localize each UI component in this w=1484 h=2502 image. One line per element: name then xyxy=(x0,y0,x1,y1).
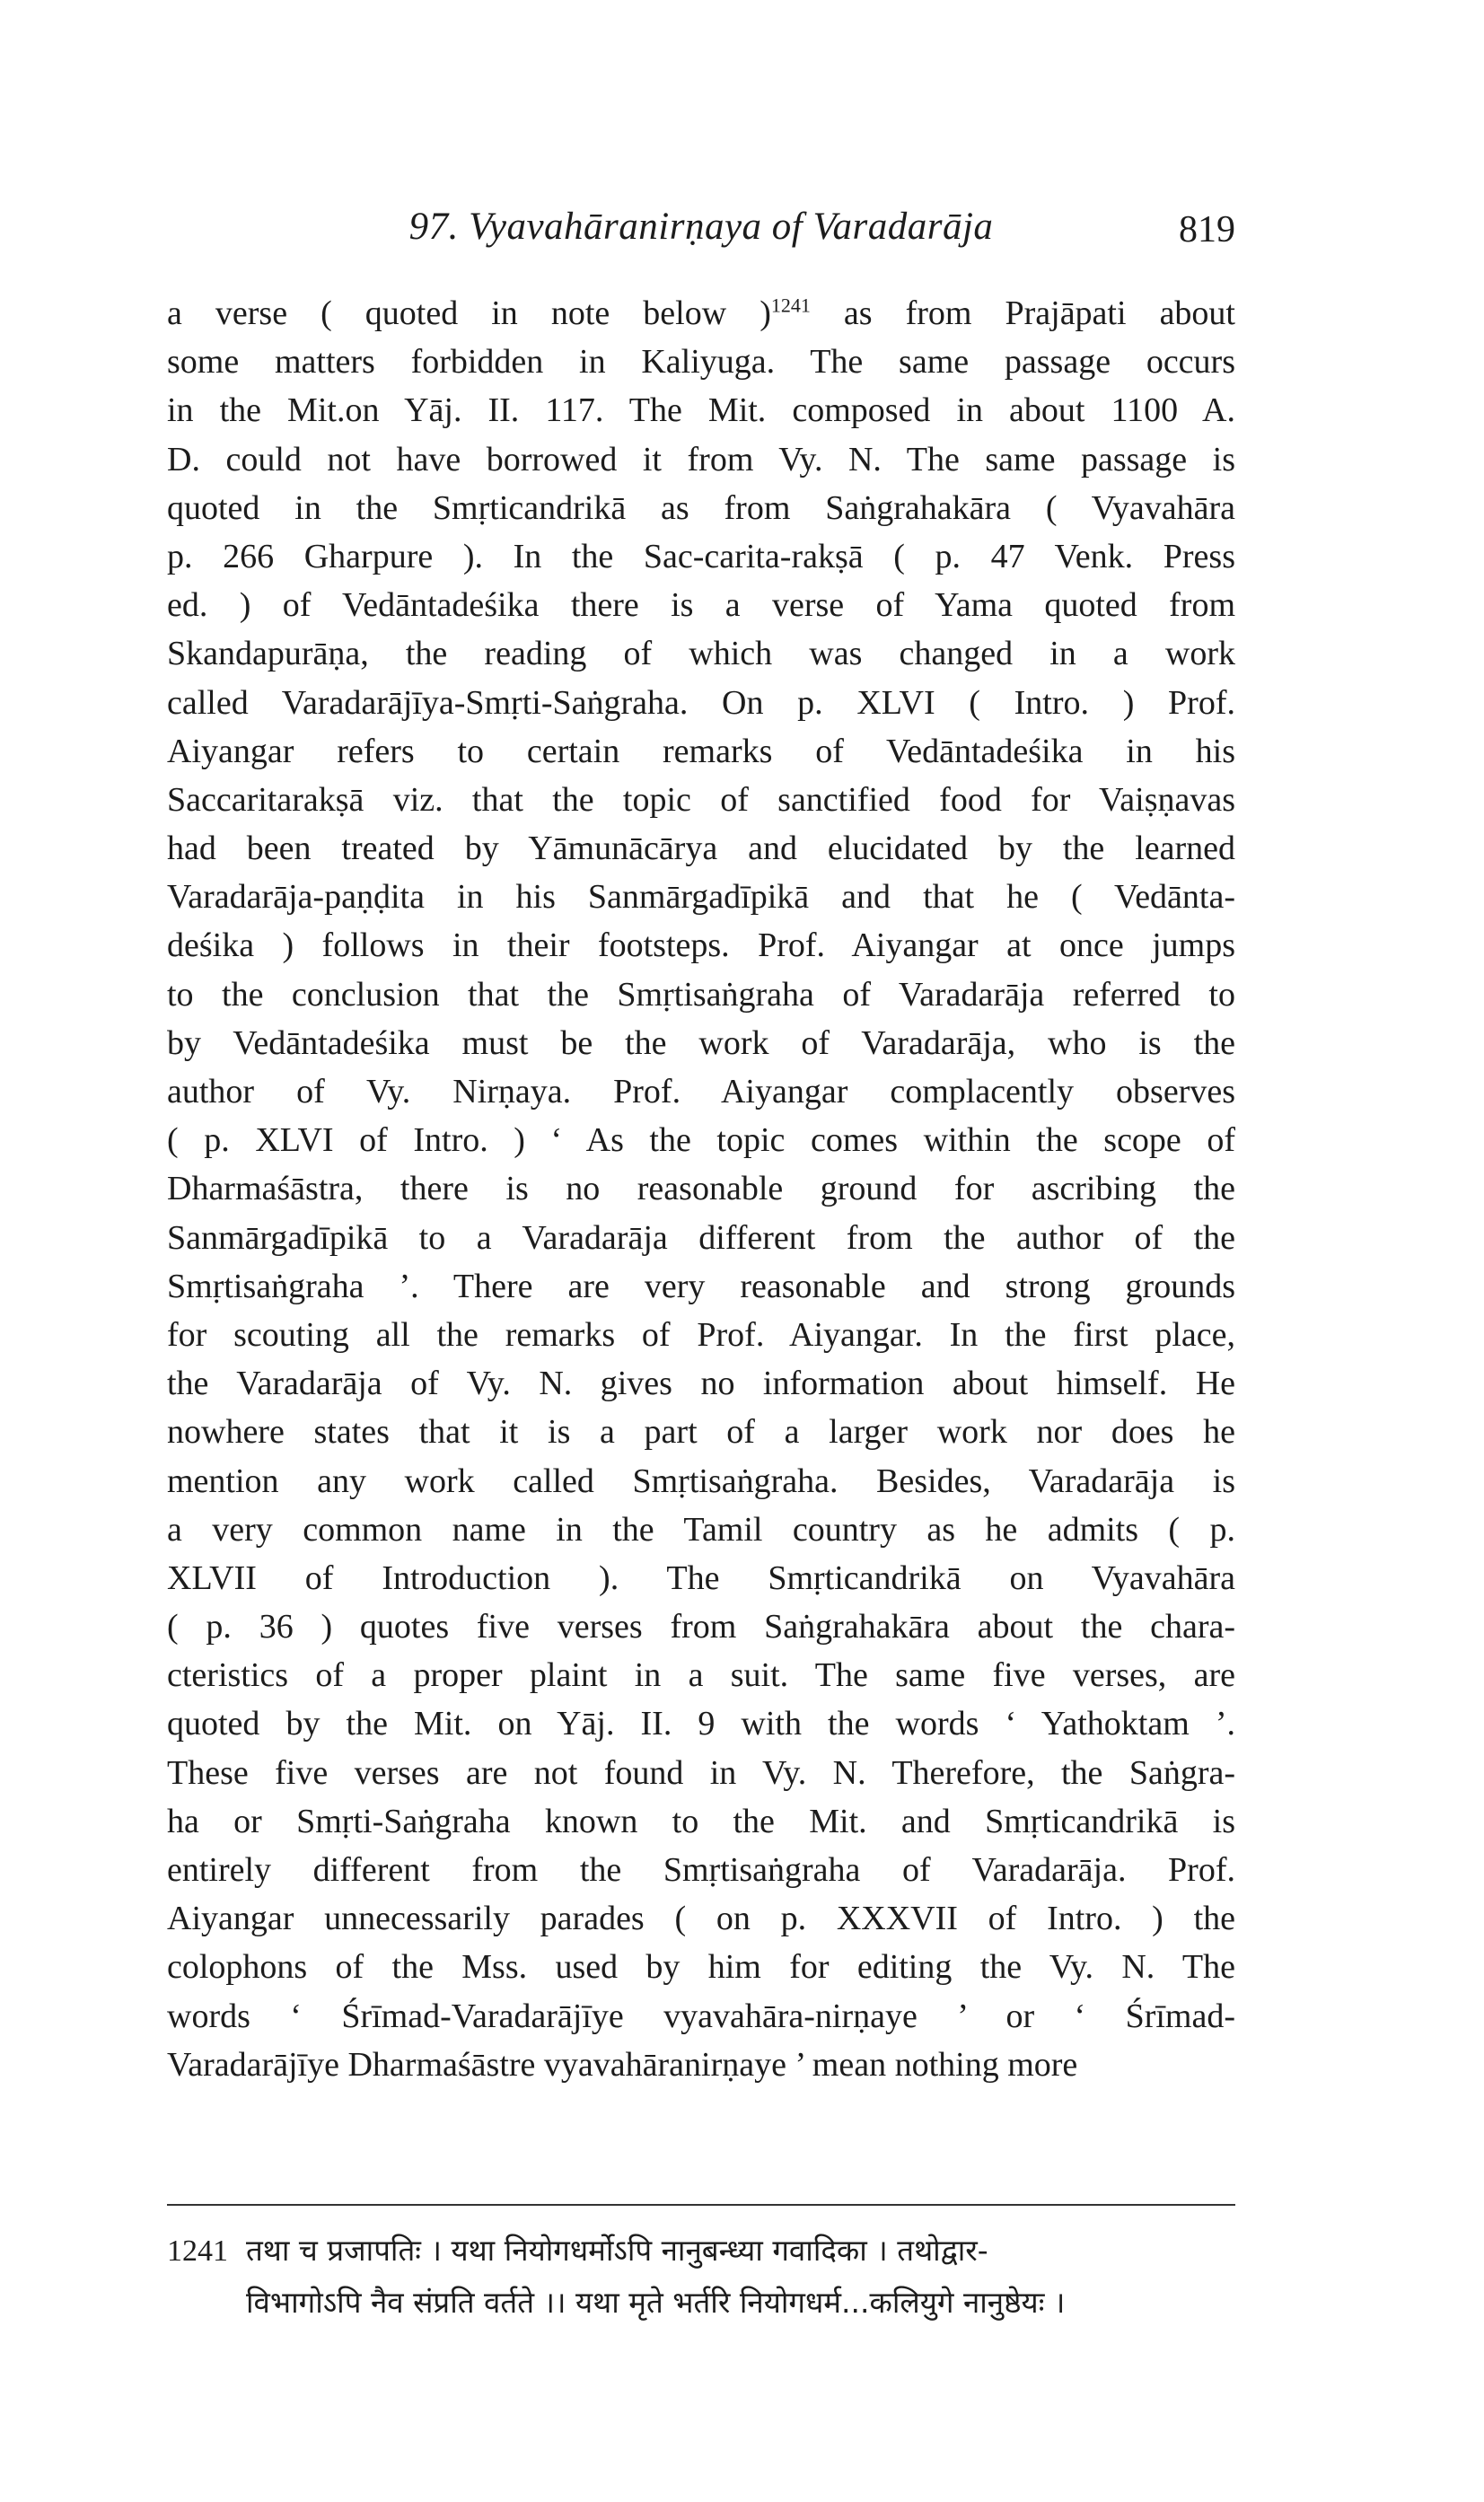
text-line: quoted in the Smṛticandrikā as from Saṅgrahakāra ( Vyavahāra xyxy=(167,488,1235,527)
text-line: ( p. XLVI of Intro. ) ‘ As the topic comes within the scope of xyxy=(167,1121,1235,1160)
text-line: for scouting all the remarks of Prof. Aiyangar. In the first place, xyxy=(167,1315,1235,1354)
text-line: Skandapurāṇa, the reading of which was changed in a work xyxy=(167,635,1235,673)
footnote-divider xyxy=(167,2204,1235,2206)
text-line: ed. ) of Vedāntadeśika there is a verse of Yama quoted from xyxy=(167,586,1235,625)
roman-page-ref: XXXVII xyxy=(836,1900,958,1938)
text-line: by Vedāntadeśika must be the work of Varadarāja, who is the xyxy=(167,1023,1235,1062)
roman-page-ref: XLVI xyxy=(856,683,935,722)
text-line: some matters forbidden in Kaliyuga. The same passage occurs xyxy=(167,343,1235,382)
body-text xyxy=(167,289,1235,2089)
text-line: Saccaritarakṣā viz. that the topic of sanctified food for Vaiṣṇavas xyxy=(167,780,1235,819)
text-line: These five verses are not found in Vy. N. Therefore, the Saṅgra- xyxy=(167,1753,1235,1792)
text-line: cteristics of a proper plaint in a suit. The same five verses, are xyxy=(167,1656,1235,1695)
running-title: 97. Vyavahāranirṇaya of Varadarāja xyxy=(408,206,994,248)
text-line: in the Mit.on Yāj. II. 117. The Mit. composed in about 1100 A. xyxy=(167,391,1235,430)
text-line: mention any work called Smṛtisaṅgraha. Besides, Varadarāja is xyxy=(167,1462,1235,1500)
text-line: colophons of the Mss. used by him for editing the Vy. N. The xyxy=(167,1948,1235,1987)
page-header xyxy=(167,205,1235,268)
text-line: to the conclusion that the Smṛtisaṅgraha of Varadarāja referred to xyxy=(167,975,1235,1014)
text-line: a very common name in the Tamil country as he admits ( p. xyxy=(167,1510,1235,1549)
text-line: the Varadarāja of Vy. N. gives no information about himself. He xyxy=(167,1365,1235,1403)
text-line: words ‘ Śrīmad-Varadarājīye vyavahāra-nirṇaye ’ or ‘ Śrīmad- xyxy=(167,1997,1235,2035)
roman-page-ref: XLVI xyxy=(255,1121,334,1160)
text-line: XLVII of Introduction ). The Smṛticandrikā on Vyavahāra xyxy=(167,1558,1235,1597)
text-line: a verse ( quoted in note below )$^{1241}$ as from Prajāpati about xyxy=(167,294,1235,332)
footnote-ref: 1241 xyxy=(770,294,811,317)
text-line: Sanmārgadīpikā to a Varadarāja different from the author of the xyxy=(167,1218,1235,1257)
roman-page-ref: XLVII xyxy=(167,1558,257,1597)
footnote-line: 1241 तथा च प्रजापतिः । यथा नियोगधर्मोऽपि नानुबन्ध्या गवादिका । तथोद्वार- xyxy=(167,2225,1235,2277)
text-line: p. 266 Gharpure ). In the Sac-carita-rakṣā ( p. 47 Venk. Press xyxy=(167,537,1235,575)
text-line: ( p. 36 ) quotes five verses from Saṅgrahakāra about the chara- xyxy=(167,1608,1235,1646)
text-line: quoted by the Mit. on Yāj. II. 9 with the words ‘ Yathoktam ’. xyxy=(167,1705,1235,1743)
text-line: author of Vy. Nirṇaya. Prof. Aiyangar complacently observes xyxy=(167,1073,1235,1111)
text-line: Aiyangar refers to certain remarks of Vedāntadeśika in his xyxy=(167,732,1235,770)
text-line: entirely different from the Smṛtisaṅgraha of Varadarāja. Prof. xyxy=(167,1851,1235,1889)
footnote xyxy=(167,2225,1235,2329)
text-line: Smṛtisaṅgraha ’. There are very reasonable and strong grounds xyxy=(167,1267,1235,1305)
text-line: had been treated by Yāmunācārya and elucidated by the learned xyxy=(167,830,1235,868)
text-line: D. could not have borrowed it from Vy. N. The same passage is xyxy=(167,440,1235,478)
text-line: ha or Smṛti-Saṅgraha known to the Mit. and Smṛticandrikā is xyxy=(167,1802,1235,1840)
text-line: nowhere states that it is a part of a larger work nor does he xyxy=(167,1413,1235,1452)
footnote-line: विभागोऽपि नैव संप्रति वर्तते ।। यथा मृते भर्तरि नियोगधर्म...कलियुगे नानुष्ठेयः । xyxy=(246,2285,1066,2320)
text-line: deśika ) follows in their footsteps. Prof. Aiyangar at once jumps xyxy=(167,926,1235,965)
text-line: called Varadarājīya-Smṛti-Saṅgraha. On p. XLVI ( Intro. ) Prof. xyxy=(167,683,1235,722)
text-line: Aiyangar unnecessarily parades ( on p. XXXVII of Intro. ) the xyxy=(167,1900,1235,1938)
text-line: Varadarāja-paṇḍita in his Sanmārgadīpikā and that he ( Vedānta- xyxy=(167,878,1235,917)
footnote-number: 1241 xyxy=(167,2234,228,2268)
page-number: 819 xyxy=(1179,209,1235,250)
text-line: Dharmaśāstra, there is no reasonable ground for ascribing the xyxy=(167,1170,1235,1208)
text-line: Varadarājīye Dharmaśāstre vyavahāranirṇaye ’ mean nothing more xyxy=(167,2045,1078,2084)
